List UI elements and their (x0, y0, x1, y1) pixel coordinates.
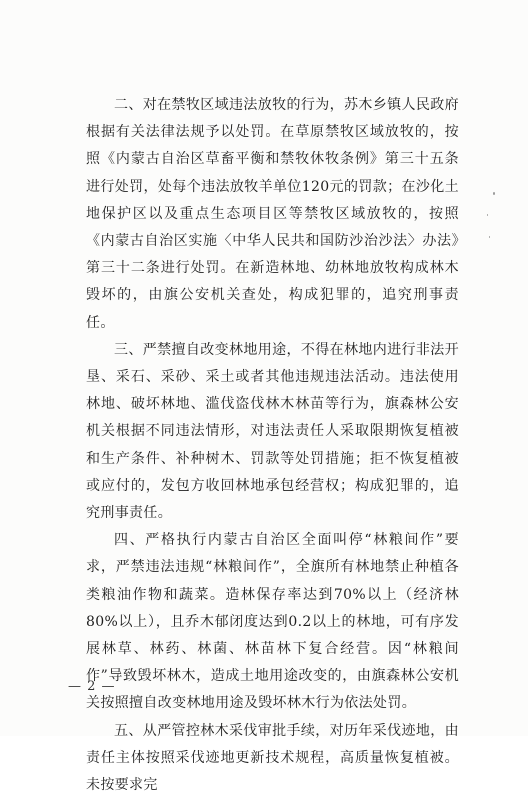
paragraph-4-forest-grain-intercropping: 四、严格执行内蒙古自治区全面叫停“林粮间作”要求，严禁违法违规“林粮间作”，全旗所有林地禁止种植各类粮油作物和蔬菜。造林保存率达到70%以上（经济林80%以上），且乔木郁闭度达到0.2以上的林地，可有序发展林草、林药、林菌、林苗林下复合经营。因“林粮间作”导致毁坏林木，造成土地用途改变的，由旗森林公安机关按照擅自改变林地用途及毁坏林木行为依法处罚。 (86, 532, 459, 712)
page-number: — 2 — (68, 679, 116, 694)
scan-speck (493, 192, 495, 195)
paragraph-2-grazing-penalties: 二、对在禁牧区域违法放牧的行为，苏木乡镇人民政府根据有关法律法规予以处罚。在草原禁牧区域放牧的，按照《内蒙古自治区草畜平衡和禁牧休牧条例》第三十五条进行处罚，处每个违法放牧羊单位120元的罚款；在沙化土地保护区以及重点生态项目区等禁牧区域放牧的，按照《内蒙古自治区实施〈中华人民共和国防沙治沙法〉办法》第三十二条进行处罚。在新造林地、幼林地放牧构成林木毁坏的，由旗公安机关查处，构成犯罪的，追究刑事责任。 (86, 97, 459, 331)
scan-speck (487, 214, 488, 216)
paragraph-5-logging-approval: 五、从严管控林木采伐审批手续，对历年采伐迹地，由责任主体按照采伐迹地更新技术规程，高质量恢复植被。未按要求完 (86, 722, 459, 794)
scan-speck (489, 236, 490, 238)
document-body (86, 92, 459, 799)
paragraph-3-forest-land-use: 三、严禁擅自改变林地用途，不得在林地内进行非法开垦、采石、采砂、采土或者其他违规违法活动。违法使用林地、破坏林地、滥伐盗伐林木林苗等行为，旗森林公安机关根据不同违法情形，对违法责任人采取限期恢复植被和生产条件、补种树木、罚款等处罚措施；拒不恢复植被或应付的，发包方收回林地承包经营权；构成犯罪的，追究刑事责任。 (86, 341, 459, 522)
